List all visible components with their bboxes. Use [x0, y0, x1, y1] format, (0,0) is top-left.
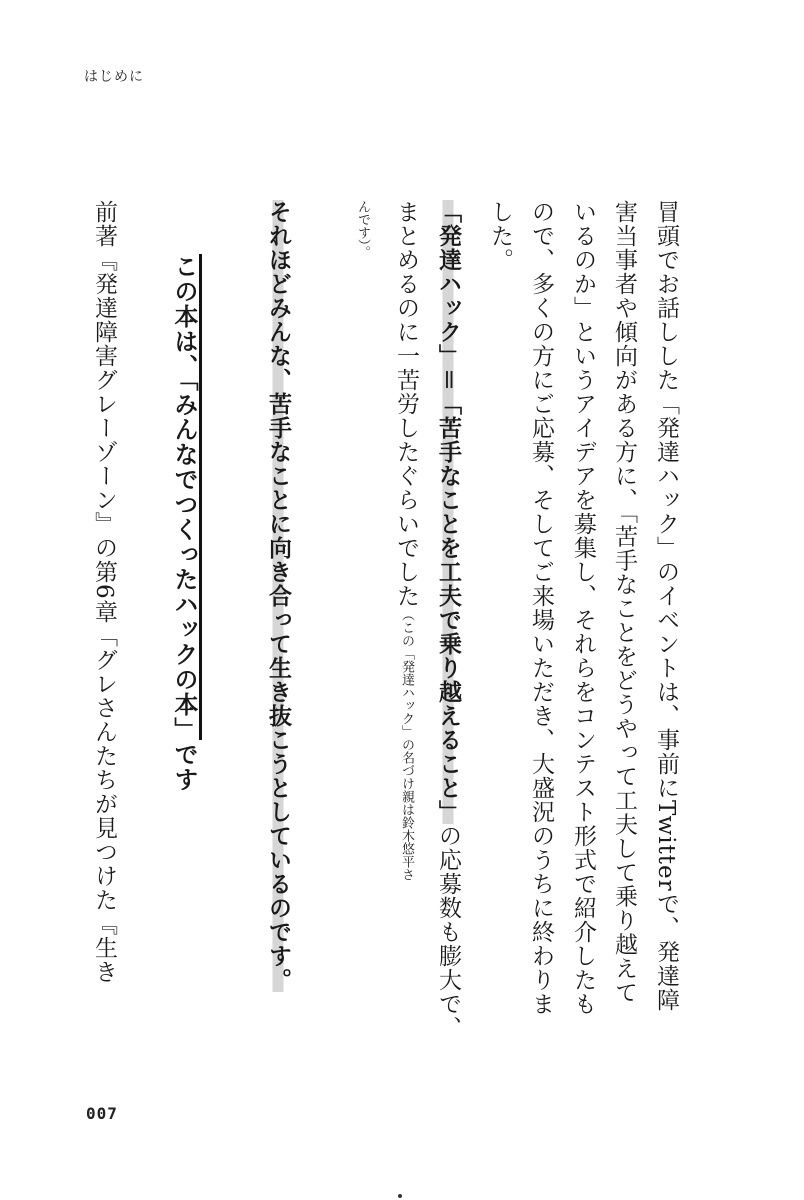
column-text: いるのか」というアイデアを募集し、それらをコンテスト形式で紹介したも [570, 200, 596, 1016]
text-column-8 [350, 200, 374, 259]
text-column-11 [84, 200, 124, 984]
column-text: 冒頭でお話しした「発達ハック」のイベントは、事前にTwitterで、発達障 [653, 200, 679, 1012]
note-text: んです）。 [355, 200, 370, 259]
trim-mark [398, 1194, 402, 1198]
text-column-6 [428, 200, 468, 1040]
text-column-3 [563, 200, 603, 1016]
column-text: した。 [487, 200, 513, 272]
text-column-7 [386, 200, 426, 881]
text-column-9 [258, 200, 298, 992]
text-column-4 [521, 200, 561, 1016]
column-text: ので、多くの方にご応募、そしてご来場いただき、大盛況のうちに終わりま [528, 200, 554, 1016]
highlighted-sentence: それほどみんな、苦手なことに向き合って生き抜こうとしているのです。 [265, 200, 291, 992]
text-column-10 [164, 254, 204, 792]
highlighted-phrase: 「発達ハック」＝「苦手なことを工夫で乗り越えること」 [435, 200, 461, 824]
running-head: はじめに [84, 69, 144, 85]
text-column-5 [480, 200, 520, 272]
page-number: 007 [86, 1104, 118, 1123]
text-column-2 [604, 200, 644, 1005]
column-text: 害当事者や傾向がある方に、「苦手なことをどうやって工夫して乗り越えて [611, 200, 637, 1005]
column-text: まとめるのに一苦労したぐらいでした [393, 200, 419, 608]
note-text: （この「発達ハック」の名づけ親は鈴木悠平さ [399, 608, 414, 881]
text-column-1 [646, 200, 686, 1012]
column-text: 前著『発達障害グレーゾーン』の第6章「グレさんたちが見つけた『生き [91, 200, 117, 984]
emphasis-heading: この本は、「みんなでつくったハックの本」です [170, 254, 198, 792]
column-text: の応募数も膨大で、 [435, 824, 461, 1040]
